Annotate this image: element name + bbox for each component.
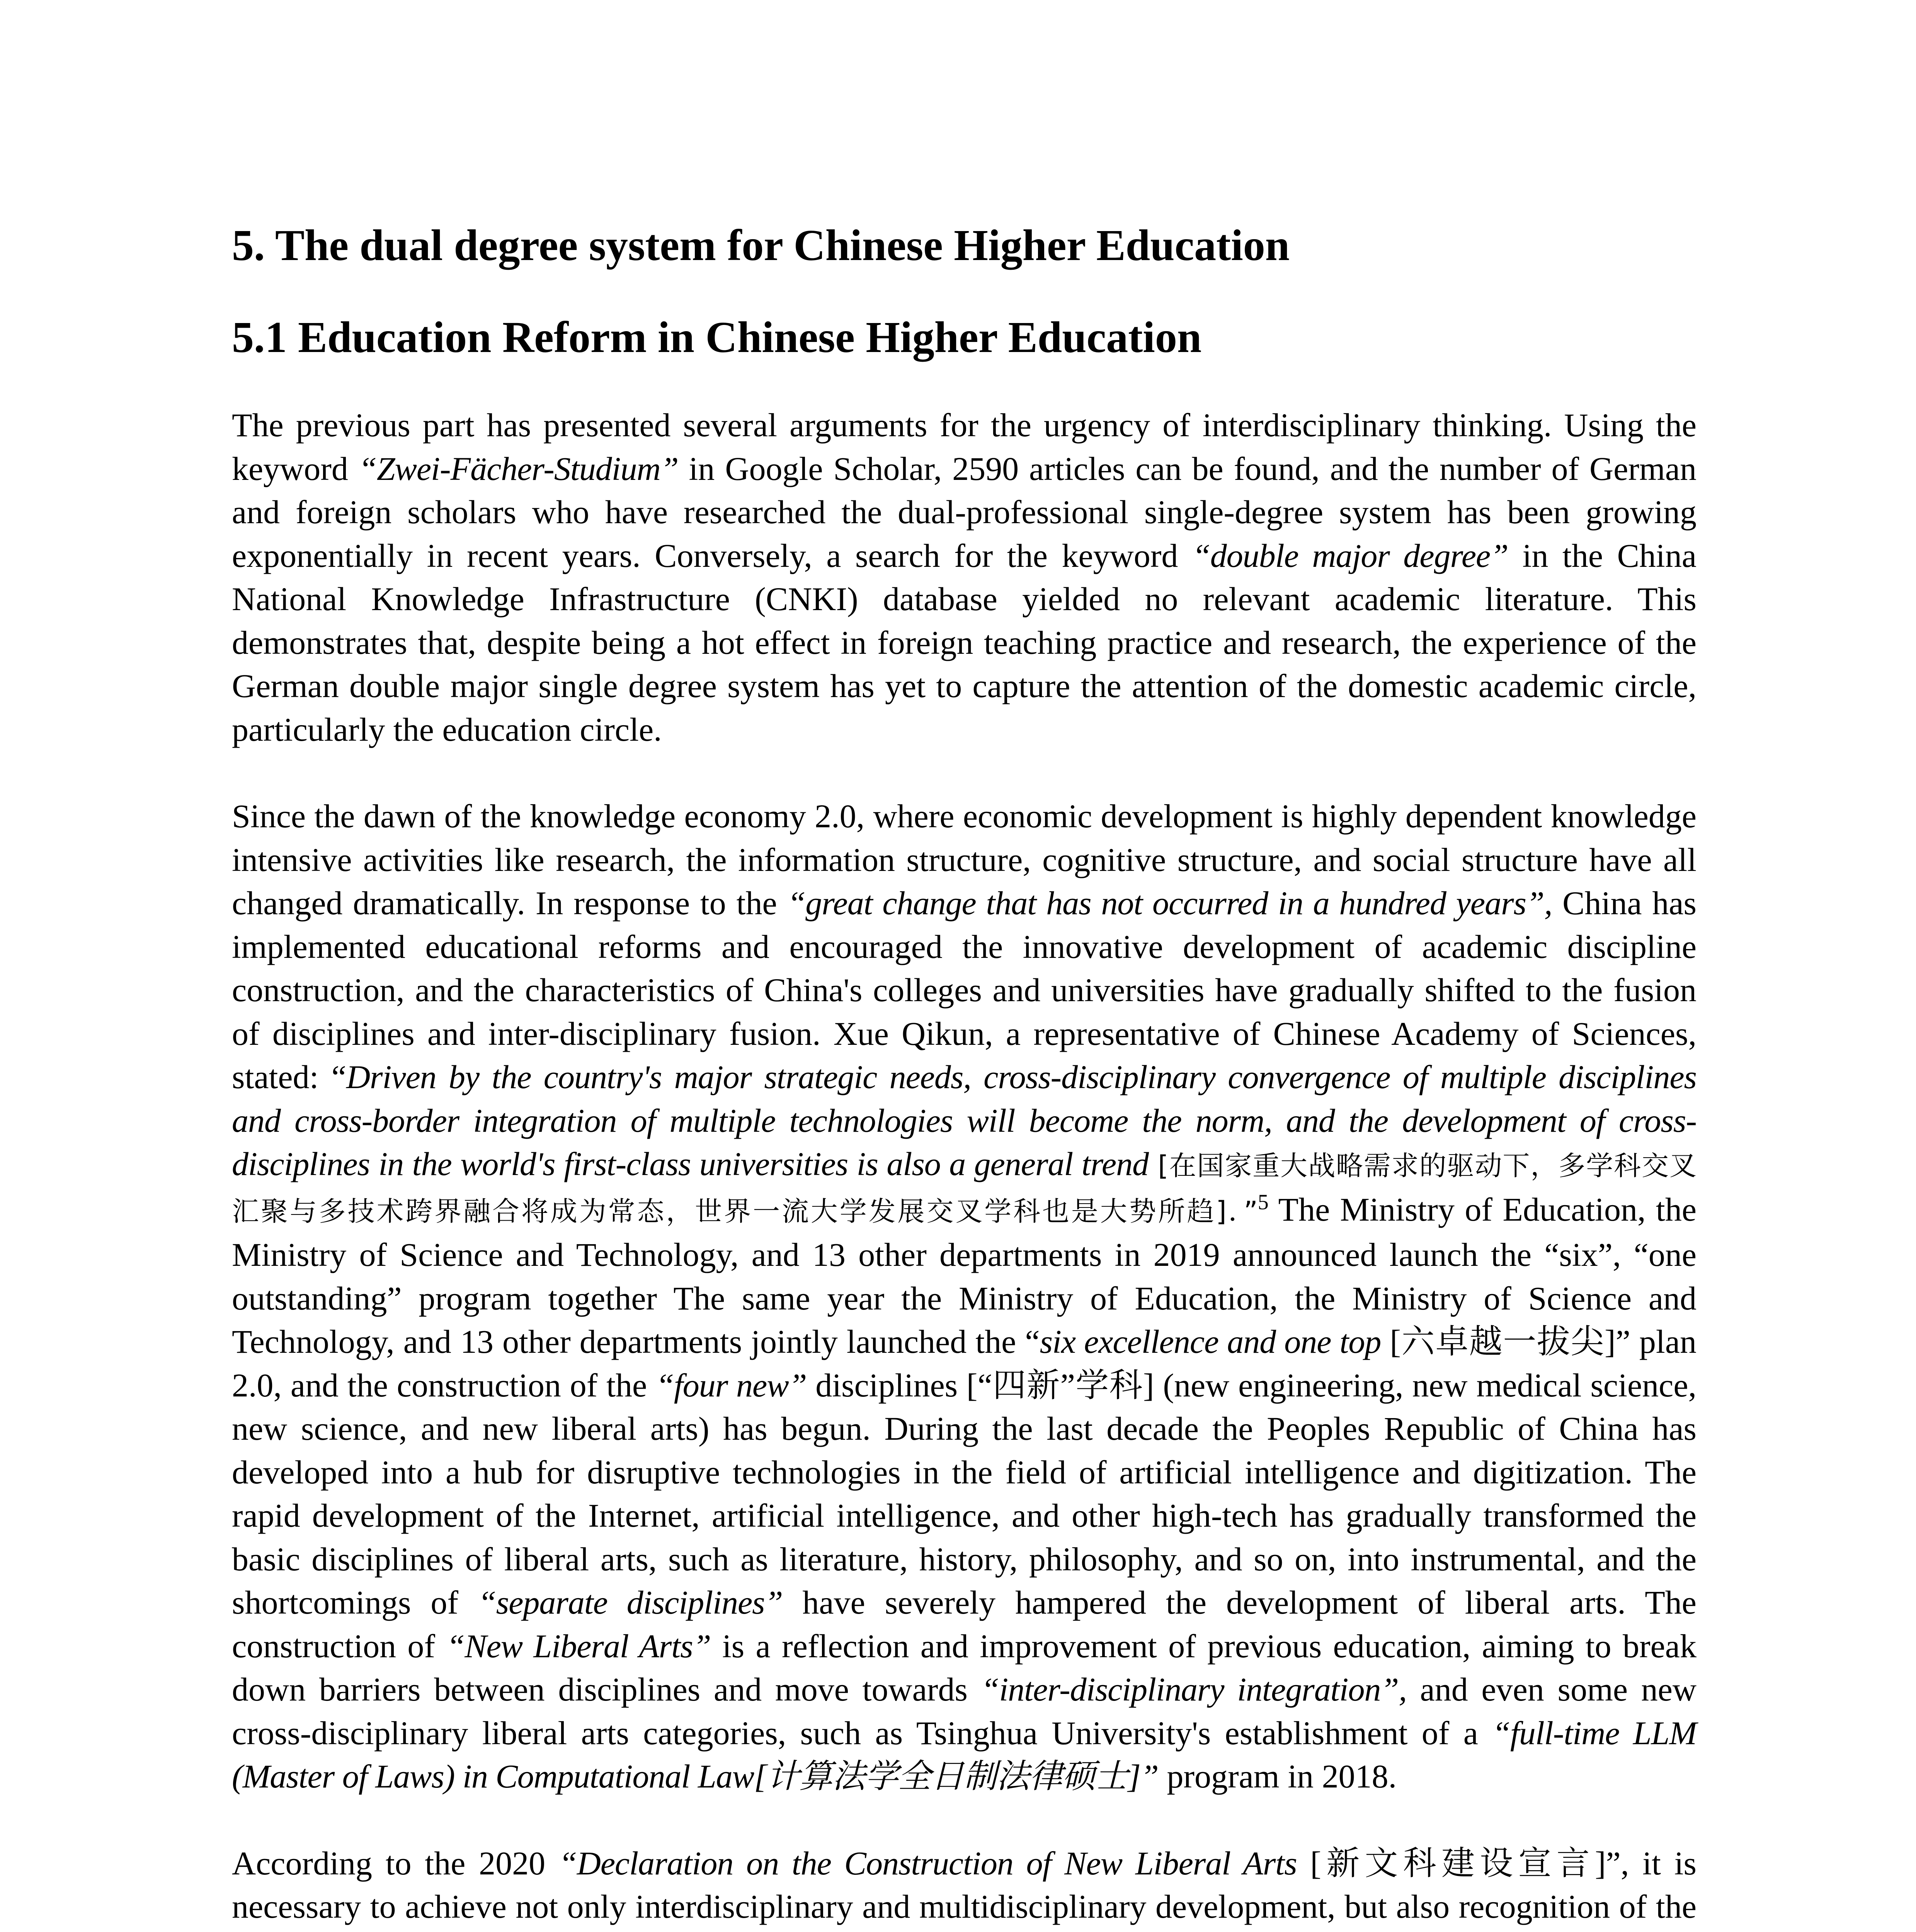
text-run: program in 2018. (1158, 1758, 1397, 1795)
section-title: 5. The dual degree system for Chinese Higher Education (232, 221, 1290, 270)
text-run: [六卓越一拔尖]” plan 2.0, and the construction of the (232, 1323, 1696, 1404)
italic-term: “full-time LLM (Master of Laws) in Computational Law[计算法学全日制法律硕士]” (232, 1714, 1696, 1795)
chinese-quote: [在国家重大战略需求的驱动下，多学科交叉汇聚与多技术跨界融合将成为常态，世界一流大学发展交叉学科也是大势所趋]．” (232, 1150, 1697, 1227)
text-run: The previous part has presented several arguments for the urgency of interdisciplinary thinking. Using the keyword (232, 406, 1696, 487)
text-run: is a reflection and improvement of previous education, aiming to break down barriers between disciplines and move towards (232, 1627, 1696, 1708)
italic-term: “four new” (656, 1366, 807, 1404)
paragraph-3 (232, 1842, 1696, 1932)
italic-term: “separate disciplines” (478, 1584, 783, 1621)
italic-term: “inter-disciplinary integration”, (981, 1671, 1407, 1708)
text-run: disciplines [“四新”学科] (new engineering, new medical science, new science, and new liberal arts) has begun. During the last decade the Peoples Republic of China has developed into a hub for disruptive technologies in the field of artificial intelligence and digitization. The rapid development of the Internet, artificial intelligence, and other high-tech has gradually transformed the basic disciplines of liberal arts, such as literature, history, philosophy, and so on, into instrumental, and the shortcomings of (232, 1366, 1696, 1621)
italic-term: “Zwei-Fächer-Studium” (358, 450, 679, 487)
paragraph-1 (232, 403, 1696, 751)
italic-quote: “great change that has not occurred in a hundred years”, (787, 884, 1552, 922)
text-run: [新文科建设宣言]”, it is necessary to achieve not only interdisciplinary and multidisciplinary development, but also recognition of the (232, 1844, 1696, 1925)
italic-term: “Declaration on the Construction of New Liberal Arts (558, 1844, 1297, 1882)
text-run: According to the 2020 (232, 1844, 559, 1882)
text-run: in Google Scholar, 2590 articles can be found, and the number of German and foreign scholars who have researched the dual-professional single-degree system has been growing exponentially in recent years. Conversely, a search for the keyword (232, 450, 1696, 574)
italic-term: six excellence and one top (1040, 1323, 1381, 1360)
text-run: have severely hampered the development of liberal arts. The construction of (232, 1584, 1696, 1665)
text-run: in the China National Knowledge Infrastructure (CNKI) database yielded no relevant academic literature. This demonstrates that, despite being a hot effect in foreign teaching practice and research, the experience of the German double major single degree system has yet to capture the attention of the domestic academic circle, particularly the education circle. (232, 537, 1696, 748)
text-run: China has implemented educational reforms and encouraged the innovative development of academic discipline construction, and the characteristics of China's colleges and universities have gradually shifted to the fusion of disciplines and inter-disciplinary fusion. Xue Qikun, a representative of Chinese Academy of Sciences, stated: “ (232, 884, 1696, 1095)
italic-term: “New Liberal Arts” (446, 1627, 711, 1665)
footnote-reference[interactable]: 5 (1257, 1190, 1269, 1214)
subsection-title: 5.1 Education Reform in Chinese Higher Education (232, 313, 1202, 362)
text-run: The Ministry of Education, the Ministry of Science and Technology, and 13 other departments in 2019 announced launch the “six”, “one outstanding” program together The same year the Ministry of Education, the Ministry of Science and Technology, and 13 other departments jointly launched the “ (232, 1190, 1696, 1360)
text-run: Since the dawn of the knowledge economy 2.0, where economic development is highly dependent knowledge intensive activities like research, the information structure, cognitive structure, and social structure have all changed dramatically. In response to the (232, 798, 1696, 922)
italic-term: “double major degree” (1192, 537, 1509, 574)
main-content (232, 216, 1696, 1932)
paragraph-2 (232, 794, 1696, 1798)
italic-quote: Driven by the country's major strategic needs, cross-disciplinary convergence of multiple disciplines and cross-border integration of multiple technologies will become the norm, and the development of cross-disciplines in the world's first-class universities is also a general trend (232, 1058, 1696, 1182)
text-run: and even some new cross-disciplinary liberal arts categories, such as Tsinghua University's establishment of a (232, 1671, 1696, 1752)
